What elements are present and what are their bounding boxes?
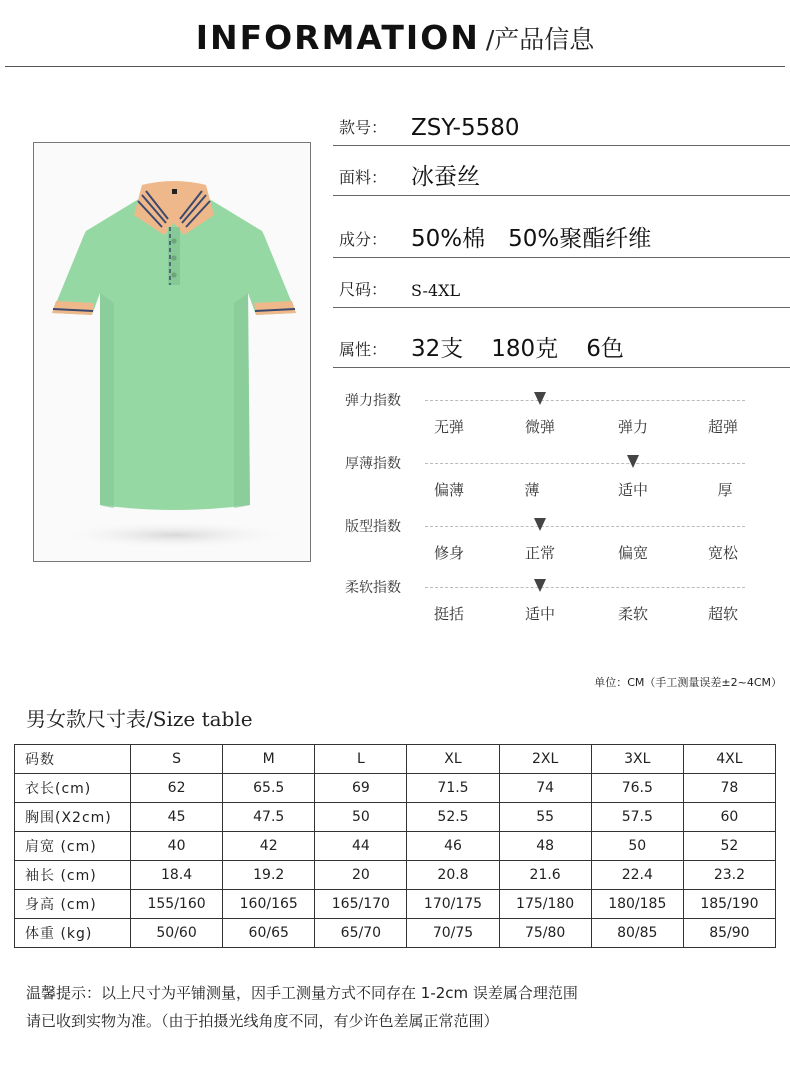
size-table-cell: 75/80 xyxy=(499,919,591,948)
size-table-cell: 170/175 xyxy=(407,890,499,919)
size-table-row-label: 袖长 (cm) xyxy=(15,861,131,890)
index-option: 薄 xyxy=(524,481,540,499)
index-track xyxy=(425,400,745,401)
size-table-cell: S xyxy=(131,745,223,774)
attr-value-fabric: 冰蚕丝 xyxy=(411,164,480,190)
attr-value-properties xyxy=(411,330,652,363)
size-table-cell: 180/185 xyxy=(591,890,683,919)
size-table-title: 男女款尺寸表/Size table xyxy=(26,707,253,731)
size-table-cell: 60 xyxy=(683,803,775,832)
size-table-cell: XL xyxy=(407,745,499,774)
size-table-cell: 42 xyxy=(223,832,315,861)
size-table-cell: 20 xyxy=(315,861,407,890)
size-table-row xyxy=(15,919,776,948)
size-table-row-label: 胸围(X2cm) xyxy=(15,803,131,832)
size-table-cell: 65.5 xyxy=(223,774,315,803)
size-table-cell: 62 xyxy=(131,774,223,803)
size-table-row xyxy=(15,832,776,861)
size-table-cell: 52 xyxy=(683,832,775,861)
size-table-header-row xyxy=(15,745,776,774)
polo-shirt-illustration xyxy=(34,143,312,563)
size-table-cell: 21.6 xyxy=(499,861,591,890)
size-table-cell: 69 xyxy=(315,774,407,803)
size-table-cell: 45 xyxy=(131,803,223,832)
property-colors: 6色 xyxy=(586,336,624,362)
index-option: 弹力 xyxy=(617,418,648,436)
attr-row-size-range xyxy=(333,258,790,308)
size-table-cell: 50 xyxy=(315,803,407,832)
size-table-cell: 74 xyxy=(499,774,591,803)
size-table-cell: M xyxy=(223,745,315,774)
size-table-cell: 57.5 xyxy=(591,803,683,832)
size-table-row xyxy=(15,890,776,919)
size-table-cell: 55 xyxy=(499,803,591,832)
size-table-cell: 46 xyxy=(407,832,499,861)
size-table-cell: 3XL xyxy=(591,745,683,774)
size-table-row-label: 肩宽 (cm) xyxy=(15,832,131,861)
size-table-cell: 85/90 xyxy=(683,919,775,948)
warm-tip-line-2: 请已收到实物为准。（由于拍摄光线角度不同，有少许色差属正常范围） xyxy=(26,1012,499,1030)
index-option: 正常 xyxy=(524,544,555,562)
size-table-cell: 76.5 xyxy=(591,774,683,803)
index-elasticity xyxy=(333,388,753,448)
attr-row-composition xyxy=(333,208,790,258)
index-label: 厚薄指数 xyxy=(345,456,401,472)
size-table-cell: 50/60 xyxy=(131,919,223,948)
index-label: 弹力指数 xyxy=(345,393,401,409)
attr-key: 面料： xyxy=(339,168,388,187)
down-triangle-icon xyxy=(534,518,546,531)
warm-tip-line-1: 温馨提示：以上尺寸为平铺测量，因手工测量方式不同存在 1-2cm 误差属合理范围 xyxy=(26,984,578,1002)
index-fit xyxy=(333,514,753,574)
index-option: 超软 xyxy=(707,605,738,623)
size-table-cell: 2XL xyxy=(499,745,591,774)
size-table-cell: 23.2 xyxy=(683,861,775,890)
product-image-frame xyxy=(33,142,311,562)
index-label: 版型指数 xyxy=(345,519,401,535)
index-track xyxy=(425,526,745,527)
index-option: 微弹 xyxy=(524,418,555,436)
size-table-cell: 78 xyxy=(683,774,775,803)
size-table-cell: 60/65 xyxy=(223,919,315,948)
attr-key: 成分： xyxy=(339,230,388,249)
size-table-cell: 52.5 xyxy=(407,803,499,832)
size-table-cell: 175/180 xyxy=(499,890,591,919)
attr-key: 款号： xyxy=(339,118,388,137)
size-table-cell: 80/85 xyxy=(591,919,683,948)
size-table-cell: 18.4 xyxy=(131,861,223,890)
size-table-row xyxy=(15,861,776,890)
index-track xyxy=(425,587,745,588)
size-table-cell: 4XL xyxy=(683,745,775,774)
size-table-cell: 185/190 xyxy=(683,890,775,919)
size-table-row xyxy=(15,774,776,803)
attr-row-fabric xyxy=(333,146,790,196)
size-table-cell: 65/70 xyxy=(315,919,407,948)
index-option: 超弹 xyxy=(707,418,738,436)
index-option: 偏薄 xyxy=(433,481,464,499)
index-softness xyxy=(333,575,753,635)
unit-note: 单位：CM（手工测量误差±2~4CM） xyxy=(594,676,782,689)
attr-key: 属性： xyxy=(339,340,388,359)
size-table-cell: 20.8 xyxy=(407,861,499,890)
header-title-cn: /产品信息 xyxy=(485,24,595,54)
size-table-cell: 47.5 xyxy=(223,803,315,832)
index-option: 修身 xyxy=(433,544,464,562)
index-option: 宽松 xyxy=(707,544,738,562)
index-option: 适中 xyxy=(617,481,648,499)
size-table-row-label: 身高 (cm) xyxy=(15,890,131,919)
size-table-cell: 70/75 xyxy=(407,919,499,948)
index-option: 柔软 xyxy=(617,605,648,623)
down-triangle-icon xyxy=(534,392,546,405)
size-table-row-label: 衣长(cm) xyxy=(15,774,131,803)
size-table-cell: 71.5 xyxy=(407,774,499,803)
size-table-cell: 44 xyxy=(315,832,407,861)
attr-key: 尺码： xyxy=(339,280,388,299)
size-table-cell: 155/160 xyxy=(131,890,223,919)
index-option: 无弹 xyxy=(433,418,464,436)
attr-value-composition: 50%棉 50%聚酯纤维 xyxy=(411,226,652,252)
down-triangle-icon xyxy=(627,455,639,468)
size-table-cell: L xyxy=(315,745,407,774)
size-table-cell: 165/170 xyxy=(315,890,407,919)
index-label: 柔软指数 xyxy=(345,580,401,596)
index-track xyxy=(425,463,745,464)
down-triangle-icon xyxy=(534,579,546,592)
index-option: 厚 xyxy=(717,481,733,499)
size-table-cell: 19.2 xyxy=(223,861,315,890)
size-table-row xyxy=(15,803,776,832)
header-title-en: INFORMATION xyxy=(195,18,480,57)
size-table-cell: 160/165 xyxy=(223,890,315,919)
size-table-cell: 48 xyxy=(499,832,591,861)
page-header xyxy=(0,18,790,64)
attr-value-style-no: ZSY-5580 xyxy=(411,115,520,141)
size-table-row-label: 码数 xyxy=(15,745,131,774)
attr-row-properties xyxy=(333,318,790,368)
header-divider xyxy=(5,66,785,67)
size-table-row-label: 体重 (kg) xyxy=(15,919,131,948)
index-option: 偏宽 xyxy=(617,544,648,562)
index-thickness xyxy=(333,451,753,511)
property-weight: 180克 xyxy=(491,336,559,362)
size-table-cell: 22.4 xyxy=(591,861,683,890)
property-yarn-count: 32支 xyxy=(411,336,464,362)
attr-row-style-no xyxy=(333,96,790,146)
size-table xyxy=(14,744,776,948)
attr-value-size-range: S-4XL xyxy=(411,281,461,300)
size-table-cell: 50 xyxy=(591,832,683,861)
size-table-cell: 40 xyxy=(131,832,223,861)
index-option: 适中 xyxy=(524,605,555,623)
index-option: 挺括 xyxy=(433,605,464,623)
